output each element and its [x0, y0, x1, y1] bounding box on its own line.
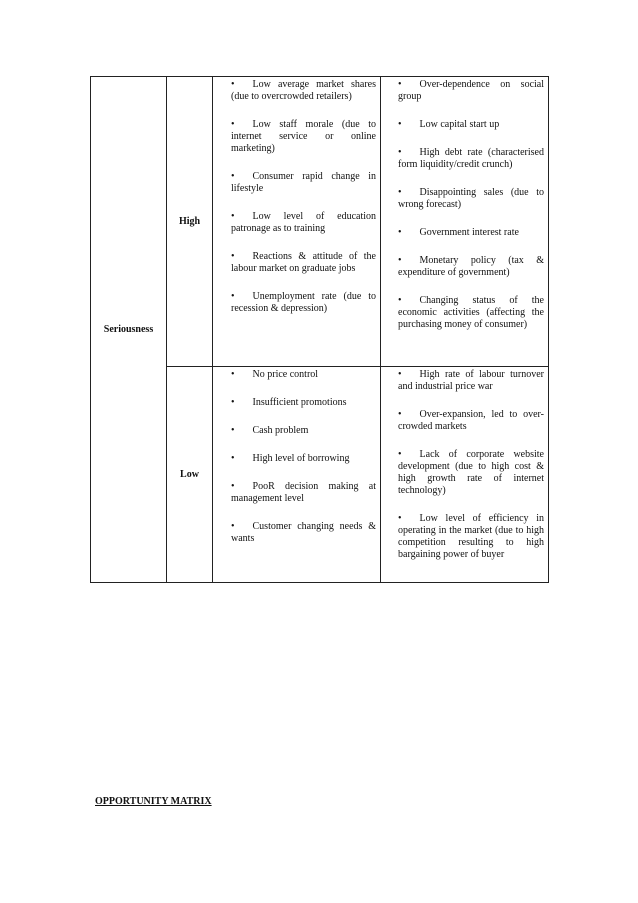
bullet-icon: • [231, 211, 235, 222]
list-item: • Over-dependence on social group [398, 79, 544, 102]
low-left-cell [213, 367, 381, 583]
bullet-icon: • [398, 187, 402, 198]
bullet-icon: • [398, 449, 402, 460]
bullet-icon: • [398, 147, 402, 158]
level-cell-low [167, 367, 213, 583]
list-item: • Monetary policy (tax & expenditure of government) [398, 255, 544, 278]
high-right-cell [381, 77, 549, 367]
bullet-icon: • [398, 227, 402, 238]
bullet-icon: • [398, 255, 402, 266]
list-item: • Disappointing sales (due to wrong forecast) [398, 187, 544, 210]
bullet-icon: • [398, 513, 402, 524]
bullet-icon: • [231, 521, 235, 532]
list-item: • Cash problem [231, 425, 309, 436]
list-item: • Changing status of the economic activities (affecting the purchasing money of consumer) [398, 295, 544, 330]
bullet-icon: • [231, 481, 235, 492]
list-item: • Unemployment rate (due to recession & depression) [231, 291, 376, 314]
list-item: • Low capital start up [398, 119, 500, 130]
bullet-icon: • [231, 79, 235, 90]
list-item: • Government interest rate [398, 227, 519, 238]
list-item: • Lack of corporate website development (due to high cost & high growth rate of internet technology) [398, 449, 544, 496]
bullet-icon: • [231, 171, 235, 182]
list-item: • Customer changing needs & wants [231, 521, 376, 544]
bullet-icon: • [231, 291, 235, 302]
threat-matrix-table [90, 76, 549, 583]
list-item: • Low level of education patronage as to training [231, 211, 376, 234]
list-item: • High rate of labour turnover and industrial price war [398, 369, 544, 392]
section-heading: OPPORTUNITY MATRIX [95, 796, 212, 807]
list-item: • No price control [231, 369, 319, 380]
list-item: • High debt rate (characterised form liquidity/credit crunch) [398, 147, 544, 170]
seriousness-label: Seriousness [103, 323, 154, 335]
bullet-icon: • [231, 397, 235, 408]
bullet-icon: • [398, 369, 402, 380]
list-item: • Low level of efficiency in operating in the market (due to high competition resulting to high bargaining power of buyer [398, 513, 544, 560]
list-item: • Over-expansion, led to over-crowded markets [398, 409, 544, 432]
bullet-icon: • [231, 453, 235, 464]
bullet-icon: • [398, 119, 402, 130]
row-label-cell [91, 77, 167, 583]
list-item: • Low average market shares (due to overcrowded retailers) [231, 79, 376, 102]
bullet-icon: • [231, 251, 235, 262]
low-right-cell [381, 367, 549, 583]
list-item: • Low staff morale (due to internet service or online marketing) [231, 119, 376, 154]
bullet-icon: • [231, 425, 235, 436]
bullet-icon: • [231, 119, 235, 130]
matrix-row-high [91, 77, 549, 367]
list-item: • PooR decision making at management level [231, 481, 376, 504]
list-item: • Reactions & attitude of the labour market on graduate jobs [231, 251, 376, 274]
bullet-icon: • [398, 409, 402, 420]
list-item: • High level of borrowing [231, 453, 350, 464]
level-cell-high [167, 77, 213, 367]
level-label: High [178, 215, 201, 227]
level-label: Low [180, 468, 199, 480]
bullet-icon: • [398, 295, 402, 306]
bullet-icon: • [398, 79, 402, 90]
bullet-icon: • [231, 369, 235, 380]
high-left-cell [213, 77, 381, 367]
list-item: • Insufficient promotions [231, 397, 347, 408]
list-item: • Consumer rapid change in lifestyle [231, 171, 376, 194]
